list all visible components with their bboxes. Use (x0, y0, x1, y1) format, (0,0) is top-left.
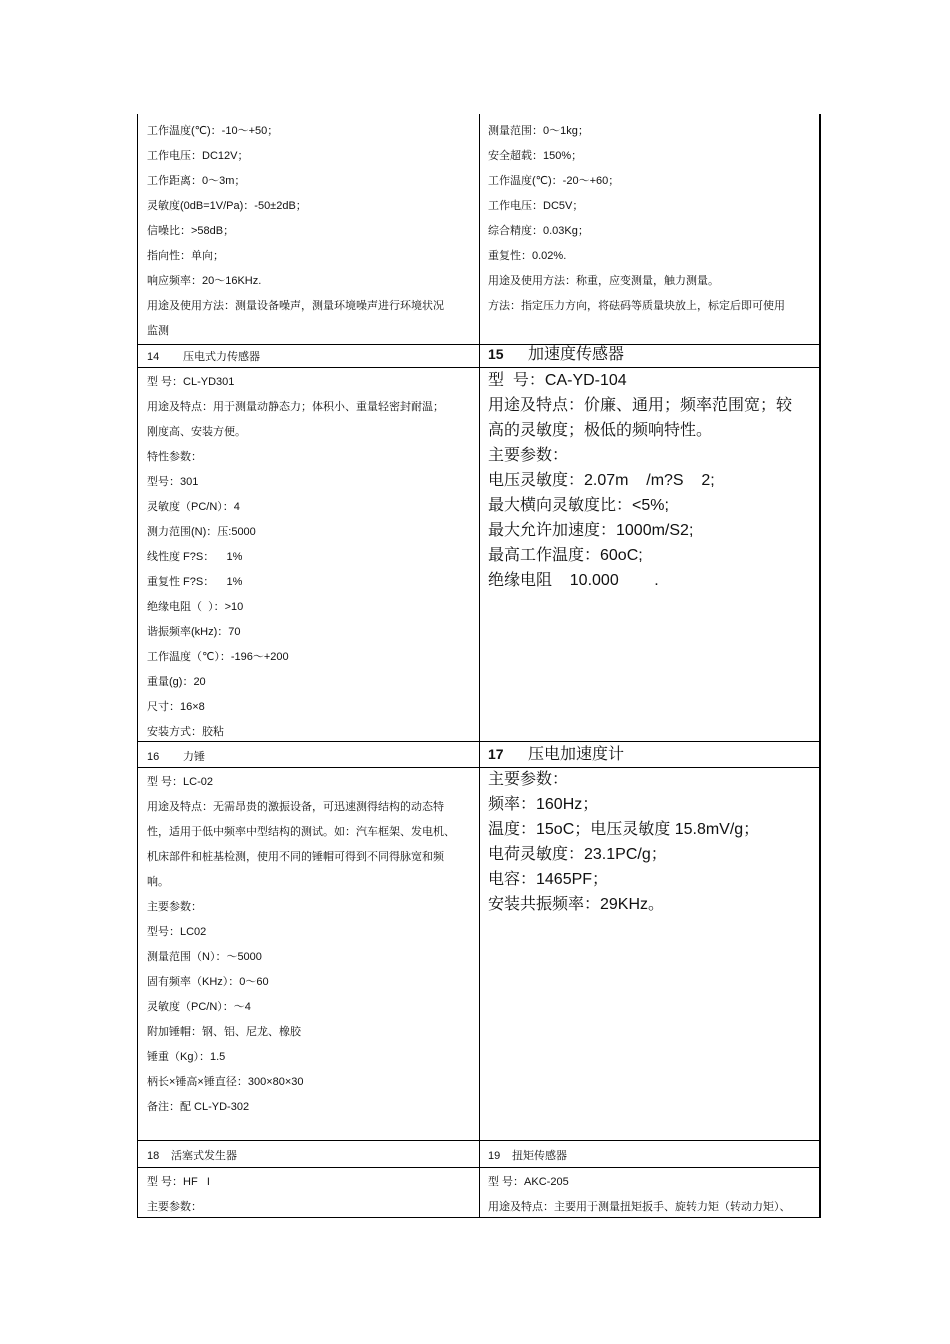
spec-line: 备注：配 CL-YD-302 (147, 1101, 250, 1113)
spec-line: 柄长×锤高×锤直径：300×80×30 (147, 1076, 304, 1088)
spec-line: 锤重（Kg）：1.5 (147, 1051, 226, 1063)
section-title: 压电加速度计 (528, 746, 625, 763)
spec-line: 响。 (147, 876, 169, 888)
spec-line: 用途及特点：主要用于测量扭矩扳手、旋转力矩（转动力矩）、 (488, 1201, 791, 1213)
spec-line: 主要参数： (147, 901, 202, 913)
spec-line: 用途及特点：价廉、通用；频率范围宽；较 (488, 397, 793, 414)
spec-line: 工作电压：DC12V； (147, 150, 249, 162)
spec-line: 工作电压：DC5V； (488, 200, 584, 212)
spec-line: 信噪比：>58dB； (147, 225, 235, 237)
section-title: 扭矩传感器 (512, 1150, 567, 1162)
spec-line: 主要参数： (488, 771, 569, 788)
spec-line: 用途及使用方法：称重，应变测量，触力测量。 (488, 275, 719, 287)
section-body-14 (147, 370, 477, 741)
section-number: 16 (147, 751, 160, 763)
spec-line: 指向性：单向； (147, 250, 224, 262)
table-middle-border (479, 114, 480, 1218)
spec-line: 电容：1465PF； (488, 871, 609, 888)
spec-line: 测量范围（N）：～5000 (147, 951, 262, 963)
spec-line: 频率：160Hz； (488, 796, 599, 813)
spec-line: 型号：301 (147, 476, 199, 488)
cell-top-right (488, 119, 817, 344)
spec-line: 机床部件和桩基检测，使用不同的锤帽可得到不同得脉宽和频 (147, 851, 444, 863)
spec-line: 工作温度(℃)：-10～+50； (147, 125, 279, 137)
spec-line: 用途及使用方法：测量设备噪声，测量环境噪声进行环境状况 (147, 300, 444, 312)
table-left-border (137, 114, 138, 1218)
spec-line: 高的灵敏度；极低的频响特性。 (488, 422, 713, 439)
spec-line: 工作温度(℃)：-20～+60； (488, 175, 620, 187)
header-divider-18-19 (137, 1167, 821, 1168)
spec-line: 型 号：AKC-205 (488, 1176, 569, 1188)
spec-line: 绝缘电阻（ ）：>10 (147, 601, 244, 613)
section-header-16 (147, 747, 477, 767)
spec-line: 用途及特点：用于测量动静态力；体积小、重量轻密封耐温； (147, 401, 444, 413)
spec-line: 附加锤帽：钢、铝、尼龙、橡胶 (147, 1026, 301, 1038)
spec-line: 安装共振频率：29KHz。 (488, 896, 665, 913)
section-header-15 (488, 341, 817, 367)
spec-line: 响应频率：20～16KHz. (147, 275, 262, 287)
spec-line: 灵敏度（PC/N）：～4 (147, 1001, 251, 1013)
section-header-19 (488, 1146, 817, 1166)
spec-line: 谐振频率(kHz)：70 (147, 626, 241, 638)
spec-line: 工作距离：0～3m； (147, 175, 246, 187)
section-body-18 (147, 1170, 477, 1217)
spec-line: 特性参数： (147, 451, 202, 463)
section-number: 17 (488, 746, 504, 762)
spec-line: 刚度高、安装方便。 (147, 426, 246, 438)
spec-line: 型 号：CL-YD301 (147, 376, 235, 388)
spec-line: 型 号：CA-YD-104 (488, 372, 627, 389)
section-title: 加速度传感器 (528, 346, 625, 363)
spec-line: 监测 (147, 325, 169, 337)
table-right-border (819, 114, 821, 1218)
spec-line: 重复性 F?S： 1% (147, 576, 243, 588)
spec-line: 主要参数： (147, 1201, 202, 1213)
spec-line: 测量范围：0～1kg； (488, 125, 589, 137)
section-header-17 (488, 741, 817, 767)
spec-line: 方法：指定压力方向，将砝码等质量块放上，标定后即可使用 (488, 300, 785, 312)
spec-line: 电荷灵敏度：23.1PC/g； (488, 846, 667, 863)
spec-line: 安全超载：150%； (488, 150, 583, 162)
spec-line: 用途及特点：无需昂贵的激振设备，可迅速测得结构的动态特 (147, 801, 444, 813)
section-body-19 (488, 1170, 817, 1217)
spec-line: 线性度 F?S： 1% (147, 551, 243, 563)
section-body-17 (488, 767, 817, 1140)
spec-line: 主要参数： (488, 447, 569, 464)
section-header-18 (147, 1146, 477, 1166)
spec-line: 最大允许加速度：1000m/S2; (488, 522, 694, 539)
spec-line: 固有频率（KHz）：0～60 (147, 976, 269, 988)
spec-line: 安装方式：胶粘 (147, 726, 224, 738)
section-number: 15 (488, 346, 504, 362)
spec-line: 型 号：LC-02 (147, 776, 214, 788)
section-title: 活塞式发生器 (171, 1150, 237, 1162)
section-body-16 (147, 770, 477, 1140)
spec-line: 型号：LC02 (147, 926, 207, 938)
cell-top-left (147, 119, 477, 344)
spec-line: 温度：15oC；电压灵敏度 15.8mV/g； (488, 821, 760, 838)
spec-line: 最高工作温度：60oC; (488, 547, 643, 564)
spec-line: 重量(g)：20 (147, 676, 206, 688)
table-bottom-border (137, 1217, 821, 1218)
spec-line: 灵敏度（PC/N）：4 (147, 501, 240, 513)
section-title: 力锤 (183, 751, 205, 763)
spec-line: 绝缘电阻 10.000 . (488, 572, 659, 589)
spec-line: 尺寸：16×8 (147, 701, 205, 713)
spec-line: 电压灵敏度：2.07m /m?S 2; (488, 472, 715, 489)
section-title: 压电式力传感器 (183, 351, 260, 363)
spec-line: 重复性：0.02%. (488, 250, 567, 262)
section-number: 18 (147, 1150, 160, 1162)
spec-line: 综合精度：0.03Kg； (488, 225, 589, 237)
spec-line: 性，适用于低中频率中型结构的测试。如：汽车框架、发电机、 (147, 826, 455, 838)
section-body-15 (488, 368, 817, 741)
spec-line: 测力范围(N)：压:5000 (147, 526, 256, 538)
spec-line: 最大横向灵敏度比：<5%; (488, 497, 669, 514)
spec-line: 工作温度（℃）：-196～+200 (147, 651, 289, 663)
row-divider-18-19 (137, 1140, 821, 1141)
spec-line: 型 号：HF I (147, 1176, 210, 1188)
section-number: 19 (488, 1150, 501, 1162)
spec-line: 灵敏度(0dB=1V/Pa)：-50±2dB； (147, 200, 307, 212)
section-header-14 (147, 347, 477, 367)
section-number: 14 (147, 351, 160, 363)
